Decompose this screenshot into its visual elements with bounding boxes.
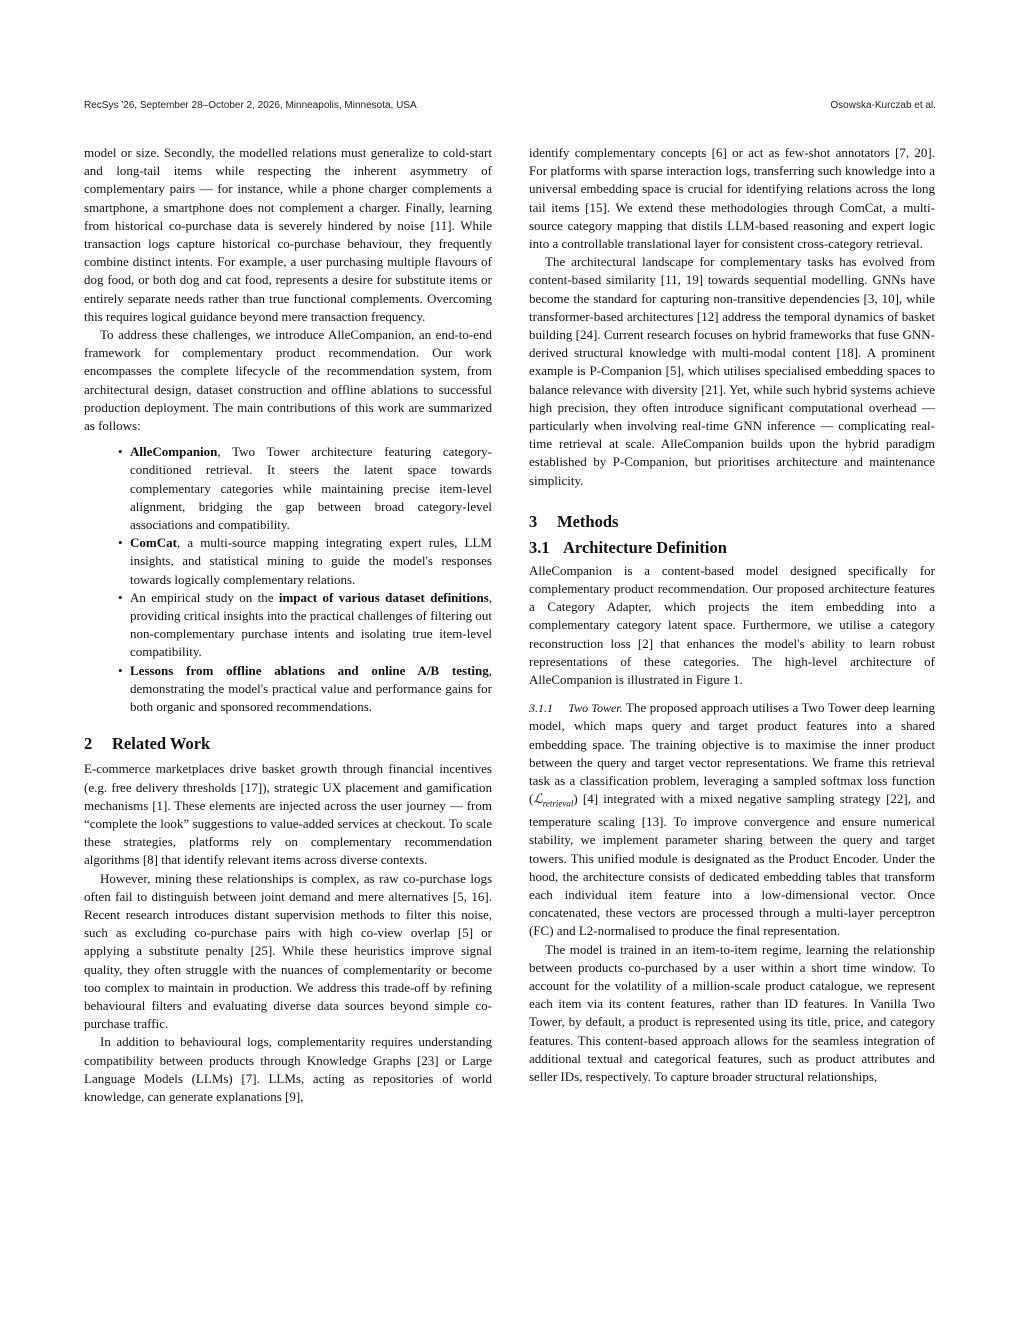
section-heading-related-work: [84, 734, 492, 754]
header-authors: Osowska-Kurczab et al.: [830, 100, 936, 111]
paragraph-text: The proposed approach utilises a Two Tower deep learning model, which maps query and target product features into a shared embedding space. The training objective is to maximise the inner product between the query and target vector representations. We frame this retrieval task as a classification problem, leveraging a sampled softmax loss function (: [529, 700, 936, 807]
list-item: [130, 443, 492, 534]
section-title: Methods: [557, 511, 619, 531]
contributions-list: [84, 443, 492, 716]
subsection-title: Architecture Definition: [563, 537, 727, 557]
section-heading-methods: [529, 512, 935, 532]
loss-letter: ℒ: [533, 791, 543, 807]
contribution-text: , Two Tower architecture featuring category-conditioned retrieval. It steers the latent space towards complementary categories while maintaining precise item-level alignment, bridging the gap between broad category-level associations and compatibility.: [130, 444, 492, 533]
contribution-prefix: An empirical study on the: [130, 589, 279, 605]
paragraph: model or size. Secondly, the modelled relations must generalize to cold-start and long-tail items while respecting the inherent asymmetry of complementary pairs — for instance, while a phone charger complements a smartphone, a smartphone does not complement a charger. Finally, learning from historical co-purchase data is severely hindered by noise [11]. While transaction logs capture historical co-purchase behaviour, they frequently combine distinct intents. For example, a user purchasing multiple flavours of dog food, or both dog and cat food, represents a desire for substitute items or entirely separate needs rather than true functional complements. Overcoming this requires logical guidance beyond mere transaction frequency.: [84, 145, 492, 324]
contribution-title: ComCat: [130, 535, 177, 551]
list-item: [130, 589, 492, 662]
paragraph: AlleCompanion is a content-based model designed specifically for complementary product recommendation. Our proposed architecture features a Category Adapter, which projects the item embedding into a complementary category latent space. Furthermore, we utilise a category reconstruction loss [2] that enhances the model's ability to learn robust representations of these categories. The high-level architecture of AlleCompanion is illustrated in Figure 1.: [529, 562, 935, 688]
section-title: Related Work: [112, 734, 211, 754]
list-item: [130, 662, 492, 717]
contribution-text: , providing critical insights into the practical challenges of filtering out non-complementary purchase intents and isolating true item-level compatibility.: [130, 589, 493, 660]
contribution-title: AlleCompanion: [130, 444, 218, 460]
paragraph-text: ) [4] integrated with a mixed negative sampling strategy [22], and temperature scaling [13]. To improve convergence and ensure numerical stability, we implement parameter sharing between the query and target towers. This unified module is designated as the Product Encoder. Under the hood, the architecture consists of dedicated embedding tables that transform each individual item feature into a low-dimensional vector. Once concatenated, these vectors are processed through a multi-layer perceptron (FC) and L2-normalised to produce the final representation.: [529, 791, 935, 939]
contribution-title: Lessons from offline ablations and online A/B testing: [130, 662, 489, 678]
subsection-number: 3.1: [529, 537, 550, 557]
paragraph-two-tower: [529, 699, 935, 940]
paragraph: In addition to behavioural logs, complementarity requires understanding compatibility between products through Knowledge Graphs [23] or Large Language Models (LLMs) [7]. LLMs, acting as repositories of world knowledge, can generate explanations [9],: [84, 1034, 492, 1104]
left-column: [84, 144, 492, 1106]
paragraph: identify complementary concepts [6] or act as few-shot annotators [7, 20]. For platforms with sparse interaction logs, transferring such knowledge into a universal embedding space is crucial for identifying relations across the long tail items [15]. We extend these methodologies through ComCat, a multi-source category mapping that distils LLM-based reasoning and expert logic into a controllable translational layer for consistent cross-category retrieval.: [529, 145, 935, 252]
paragraph: However, mining these relationships is complex, as raw co-purchase logs often fail to distinguish between joint demand and mere alternatives [5, 16]. Recent research introduces distant supervision methods to filter this noise, such as excluding co-purchase pairs with high co-view overlap [5] or applying a substitute penalty [25]. While these heuristics improve signal quality, they often struggle with the nuances of complementarity or become too complex to maintain in production. We address this trade-off by refining behavioural filters and evaluating diverse data sources beyond simple co-purchase traffic.: [84, 870, 492, 1032]
paragraph: E-commerce marketplaces drive basket growth through financial incentives (e.g. free delivery thresholds [17]), strategic UX placement and gamification mechanisms [1]. These elements are injected across the user journey — from “complete the look” suggestions to value-added services at checkout. To scale these strategies, platforms rely on complementary recommendation algorithms [8] that identify relevant items across diverse contexts.: [84, 761, 492, 868]
paragraph: The architectural landscape for complementary tasks has evolved from content-based similarity [11, 19] towards sequential modelling. GNNs have become the standard for capturing non-transitive dependencies [3, 10], while transformer-based architectures [12] address the temporal dynamics of basket building [24]. Current research focuses on hybrid frameworks that fuse GNN-derived structural knowledge with multi-modal content [18]. A prominent example is P-Companion [5], which utilises specialised embedding spaces to balance relevance with diversity [21]. Yet, while such hybrid systems achieve high precision, they often introduce significant computational overhead — particularly when involving real-time GNN inference — complicating real-time retrieval at scale. AlleCompanion builds upon the hybrid paradigm established by P-Companion, but prioritises architecture and maintenance simplicity.: [529, 254, 935, 488]
contribution-text: , demonstrating the model's practical value and performance gains for both organic and sponsored recommendations.: [130, 662, 492, 715]
contribution-text: , a multi-source mapping integrating expert rules, LLM insights, and statistical mining to guide the model's responses towards logically complementary relations.: [130, 535, 492, 587]
paragraph-heading: 3.1.1 Two Tower.: [529, 701, 623, 716]
section-number: 3: [529, 511, 538, 531]
loss-symbol: [533, 791, 574, 809]
paragraph: The model is trained in an item-to-item regime, learning the relationship between products co-purchased by a user within a short time window. To account for the volatility of a million-scale product catalogue, we represent each item via its content features, rather than ID features. In Vanilla Two Tower, by default, a product is represented using its title, price, and category features. This content-based approach allows for the seamless integration of additional textual and categorical features, such as product attributes and seller IDs, respectively. To capture broader structural relationships,: [529, 941, 935, 1084]
loss-subscript: retrieval: [542, 798, 574, 809]
section-number: 2: [84, 734, 93, 754]
header-venue: RecSys '26, September 28–October 2, 2026, Minneapolis, Minnesota, USA: [84, 100, 417, 111]
list-item: [130, 534, 492, 589]
paragraph: To address these challenges, we introduce AlleCompanion, an end-to-end framework for complementary product recommendation. Our work encompasses the complete lifecycle of the recommendation system, from architectural design, dataset construction and offline ablations to successful production deployment. The main contributions of this work are summarized as follows:: [84, 327, 492, 434]
subsection-heading-architecture: [529, 538, 935, 558]
right-column: [529, 144, 935, 1086]
contribution-title: impact of various dataset definitions: [278, 589, 489, 605]
